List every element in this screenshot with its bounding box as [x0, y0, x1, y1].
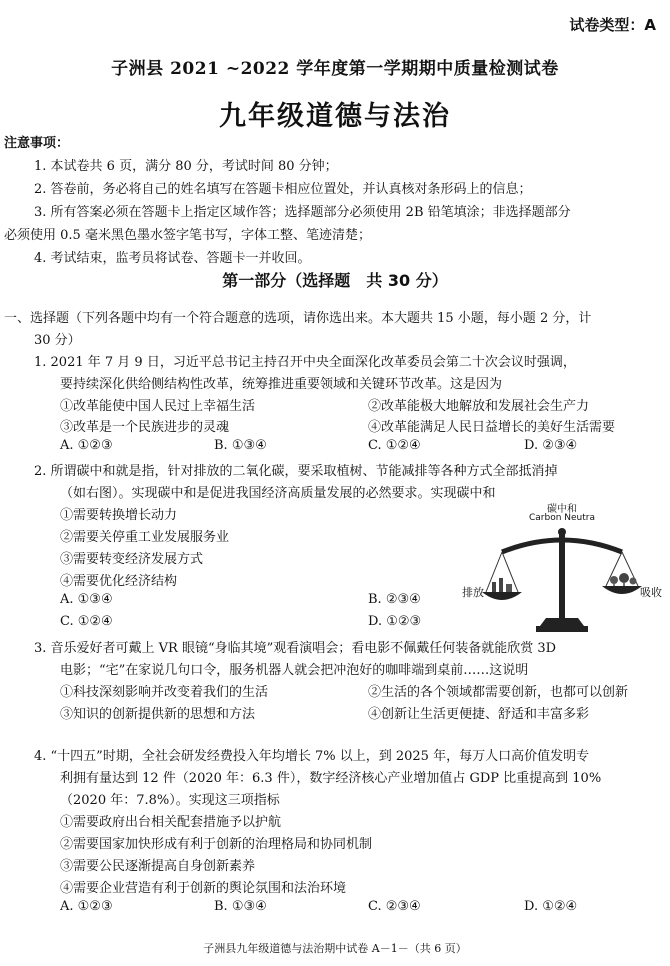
note-item-2: 2. 答卷前，务必将自己的姓名填写在答题卡相应位置处，并认真核对条形码上的信息； [34, 182, 532, 197]
balance-scale-icon [462, 500, 662, 638]
subject-title: 九年级道德与法治 [219, 101, 451, 132]
q4-statement-3: ③需要公民逐渐提高自身创新素养 [60, 859, 256, 874]
page-footer: 子洲县九年级道德与法治期中试卷 A－1－（共 6 页） [203, 942, 467, 955]
q4-stem: 4. “十四五”时期，全社会研发经费投入年均增长 7% 以上，到 2025 年，每万人口高价值发明专 [34, 749, 590, 764]
note-item-3: 3. 所有答案必须在答题卡上指定区域作答；选择题部分必须使用 2B 铅笔填涂；非选择题部分 [34, 205, 571, 220]
q3-statement-3: ③知识的创新提供新的思想和方法 [60, 707, 256, 722]
paper-type-label: 试卷类型：A [569, 16, 656, 34]
q2-statement-4: ④需要优化经济结构 [60, 574, 178, 589]
q1-statement-1: ①改革能使中国人民过上幸福生活 [60, 399, 256, 414]
q1-option-b: B. ①③④ [214, 438, 267, 453]
note-item-3-cont: 必须使用 0.5 毫米黑色墨水签字笔书写，字体工整、笔迹清楚； [4, 228, 371, 243]
q4-stem-cont: 利拥有量达到 12 件（2020 年：6.3 件），数字经济核心产业增加值占 GDP 比重提高到 10% [60, 771, 602, 786]
q1-option-d: D. ②③④ [524, 438, 578, 453]
q2-option-d: D. ①②③ [368, 614, 422, 629]
q2-option-a: A. ①③④ [60, 592, 113, 607]
q4-statement-2: ②需要国家加快形成有利于创新的治理格局和协同机制 [60, 837, 373, 852]
q3-stem: 3. 音乐爱好者可戴上 VR 眼镜“身临其境”观看演唱会；看电影不佩戴任何装备就能欣赏 3D [34, 641, 557, 656]
q1-option-a: A. ①②③ [60, 438, 113, 453]
q3-statement-2: ②生活的各个领域都需要创新，也都可以创新 [368, 685, 629, 700]
figure-title-cn: 碳中和 [547, 504, 577, 515]
q4-statement-1: ①需要政府出台相关配套措施予以护航 [60, 815, 282, 830]
exam-title: 子洲县 2021 ~2022 学年度第一学期期中质量检测试卷 [111, 59, 559, 79]
q2-statement-1: ①需要转换增长动力 [60, 508, 178, 523]
q2-statement-3: ③需要转变经济发展方式 [60, 552, 204, 567]
q3-statement-4: ④创新让生活更便捷、舒适和丰富多彩 [368, 707, 590, 722]
part-title: 第一部分（选择题 共 30 分） [222, 271, 448, 290]
q1-statement-4: ④改革能满足人民日益增长的美好生活需要 [368, 420, 616, 435]
q2-statement-2: ②需要关停重工业发展服务业 [60, 530, 230, 545]
figure-title-en: Carbon Neutra [528, 513, 595, 523]
q4-option-b: B. ①③④ [214, 899, 267, 914]
q4-option-d: D. ①②④ [524, 899, 578, 914]
q3-stem-cont: 电影；“宅”在家说几句口令，服务机器人就会把冲泡好的咖啡端到桌前……这说明 [60, 663, 529, 678]
q4-stem-cont2: （2020 年：7.8%）。实现这三项指标 [60, 793, 280, 808]
section-instructions: 一、选择题（下列各题中均有一个符合题意的选项，请你选出来。本大题共 15 小题，每小题 2 分，计 [4, 311, 592, 326]
q2-option-b: B. ②③④ [368, 592, 421, 607]
q4-option-c: C. ②③④ [368, 899, 421, 914]
q4-statement-4: ④需要企业营造有利于创新的舆论氛围和法治环境 [60, 881, 347, 896]
section-instructions-cont: 30 分） [34, 333, 81, 348]
q1-stem-cont: 要持续深化供给侧结构性改革，统筹推进重要领域和关键环节改革。这是因为 [60, 377, 503, 392]
notes-title: 注意事项： [4, 136, 70, 151]
figure-label-absorption: 吸收 [640, 586, 662, 599]
q1-statement-2: ②改革能极大地解放和发展社会生产力 [368, 399, 590, 414]
carbon-neutral-figure [462, 500, 662, 638]
note-item-4: 4. 考试结束，监考员将试卷、答题卡一并收回。 [34, 251, 311, 266]
q2-stem: 2. 所谓碳中和就是指，针对排放的二氧化碳，要采取植树、节能减排等各种方式全部抵消掉 [34, 464, 558, 479]
q1-statement-3: ③改革是一个民族进步的灵魂 [60, 420, 230, 435]
q4-option-a: A. ①②③ [60, 899, 113, 914]
q2-option-c: C. ①②④ [60, 614, 113, 629]
q2-stem-cont: （如右图）。实现碳中和是促进我国经济高质量发展的必然要求。实现碳中和 [60, 486, 496, 501]
q3-statement-1: ①科技深刻影响并改变着我们的生活 [60, 685, 269, 700]
q1-option-c: C. ①②④ [368, 438, 421, 453]
figure-label-emission: 排放 [462, 586, 484, 599]
note-item-1: 1. 本试卷共 6 页，满分 80 分，考试时间 80 分钟； [34, 159, 338, 174]
q1-stem: 1. 2021 年 7 月 9 日，习近平总书记主持召开中央全面深化改革委员会第二十次会议时强调， [34, 355, 576, 370]
